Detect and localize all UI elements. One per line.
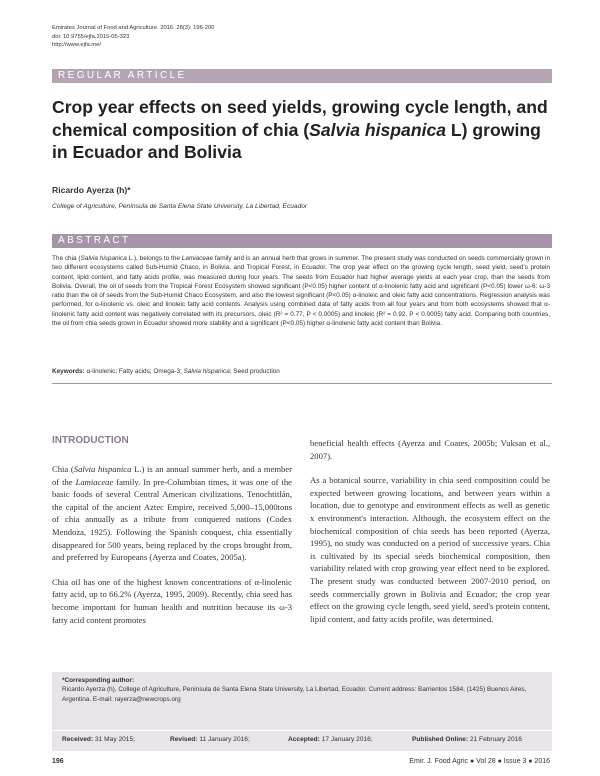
intro-paragraph-continued: beneficial health effects (Ayerza and Coates, 2005b; Vuksan et al., 2007). [310, 438, 550, 461]
published-value: 21 February 2016 [468, 736, 522, 743]
accepted-label: Accepted: [288, 736, 320, 743]
intro-paragraph-3: As a botanical source, variability in chia seed composition could be expected between growing locations, and between years within a location, due to genotype and environment effects as well as genetic x environment's interaction. Although, the ecosystem effect on the biochemical composition of chia seeds has been reported (Ayerza, 1995), no study was conducted on a period of successive years. Chia is cultivated by its special seeds biochemical composition, then variability related with crop growing year effect need to be explored. The present study was conducted between 2007-2010 period, on seeds commercially grown in Bolivia and Ecuador; the crop year effect on the growing cycle length, seed yield, seed's protein content, lipid content, and fatty acids profile, was determined. [310, 475, 550, 624]
article-dates [52, 730, 552, 747]
revised-label: Revised: [170, 736, 198, 743]
revised-value: 11 January 2016; [197, 736, 250, 743]
author-name: Ricardo Ayerza (h)* [52, 185, 131, 195]
abstract-seg2: L.), belongs to the [126, 255, 182, 262]
correspondence-heading: *Corresponding author: [62, 677, 135, 684]
abstract-seg3: family and is an annual herb that grows in summer. The present study was conducted on seeds commercially grown in two different ecosystems called Sub-Humid Chaco, in Bolivia, and Tropical Forest, in Ecuador. The crop year effect on the growing cycle length, seed yield, seed's protein content, lipid content, and fatty acids profile, was measured during four years. The seeds from Ecuador had higher average yields at each year crop, than the seeds from Bolivia. Overall, the oil of seeds from the Tropical Forest Ecosystem showed significant (P<0.05) higher content of α-linolenic fatty acid and significant (P<0.05) lower ω-6: ω-3 ratio than the oil of seeds from the Sub-Humid Chaco Ecosystem, and also the lowest significant (P<0.05) α-linoleic and oleic fatty acid concentrations. Regression analysis was performed, for α-linolenic vs. oleic and linoleic fatty acid contents. Analysis using combined data of fatty acids from all four years and from both ecosystems showed that α-linolenic fatty acid content was negatively correlated with its precursors, oleic (R² = 0.77, P < 0.0005) and linoleic (R² = 0.92, P < 0.0005) fatty acid. Comparing both countries, the oil from chia seeds grown in Ecuador showed more stability and a significant (P<0.05) higher α-linolenic fatty acid content than Bolivia. [52, 255, 551, 328]
intro-right-column [310, 437, 550, 637]
intro-p1-family: Lamiaceae [75, 476, 114, 487]
regular-article-banner: REGULAR ARTICLE [52, 69, 552, 83]
abstract-family: Lamiaceae [181, 255, 214, 262]
published-label: Published Online: [412, 736, 469, 743]
accepted-value: 17 January 2016; [319, 736, 373, 743]
intro-paragraph-2: Chia oil has one of the highest known concentrations of α-linolenic fatty acid, up to 66.2% (Ayerza, 1995, 2009). Recently, chia seed has become important for human health and nutrition because its ω-3 fatty acid content promotes [52, 576, 292, 625]
keywords-divider [52, 383, 552, 384]
accepted-date [288, 735, 373, 744]
abstract-seg1: The chia ( [52, 255, 81, 262]
received-label: Received: [62, 736, 94, 743]
correspondence-text: Ricardo Ayerza (h), College of Agriculture, Península de Santa Elena State University, La Libertad, Ecuador. Current address: Barrientos 1584, (1425) Buenos Aires, Argentina. E-mail: rayerza@newcrops.org [62, 686, 527, 703]
journal-metadata [52, 24, 214, 50]
keywords-text2: ; Seed production [229, 368, 280, 375]
intro-left-column [52, 463, 292, 638]
correspondence-box [52, 672, 552, 751]
keywords-label: Keywords: [52, 368, 85, 375]
published-date [412, 735, 522, 744]
page-number: 196 [52, 758, 64, 765]
article-title [52, 96, 552, 164]
title-species: Salvia hispanica [309, 119, 447, 140]
footer-citation: Emir. J. Food Agric ● Vol 28 ● Issue 3 ● 2016 [409, 758, 550, 765]
intro-paragraph-1 [52, 463, 292, 564]
intro-p1-seg2: L.) is an annual summer herb, and a member of the [52, 464, 292, 487]
keywords-species: Salvia hispanica [183, 368, 230, 375]
author-affiliation: College of Agriculture, Península de Santa Elena State University, La Libertad, Ecuador [52, 203, 308, 210]
intro-p1-seg3: family. In pre-Columbian times, it was one of the basic foods of several Central American civilizations. Tenochtitlán, the capital of the ancient Aztec Empire, received 5,000–15,000tons of chia annually as a tribute from conquered nations (Codex Mendoza, 1925). Following the Spanish conquest, chia essentially disappeared for 500 years, being replaced by the crops brought from, and preferred by Europeans (Ayerza and Coates, 2005a). [52, 476, 292, 563]
keywords-text1: α-linolenic; Fatty acids; Omega-3; [84, 368, 184, 375]
title-part1: Crop year effects on seed yields, growing cycle length, and chemical composition of chia ( [52, 97, 548, 140]
doi-line[interactable]: doi: 10.9755/ejfa.2015-05-323 [52, 33, 130, 40]
journal-line: Emirates Journal of Food and Agriculture. 2016. 28(3): 196-200 [52, 25, 215, 31]
intro-p1-species: Salvia hispanica [73, 464, 132, 474]
received-value: 31 May 2015; [93, 736, 135, 743]
intro-p1-seg1: Chia ( [52, 464, 74, 474]
abstract-text [52, 254, 550, 328]
received-date [62, 735, 135, 744]
keywords [52, 368, 550, 375]
url-line[interactable]: http://www.ejfa.me/ [52, 42, 101, 49]
introduction-heading: INTRODUCTION [52, 435, 129, 446]
revised-date [170, 735, 250, 744]
title-part2: L) growing in Ecuador and Bolivia [52, 119, 541, 162]
abstract-species: Salvia hispanica [80, 255, 127, 262]
abstract-banner: ABSTRACT [52, 234, 552, 248]
